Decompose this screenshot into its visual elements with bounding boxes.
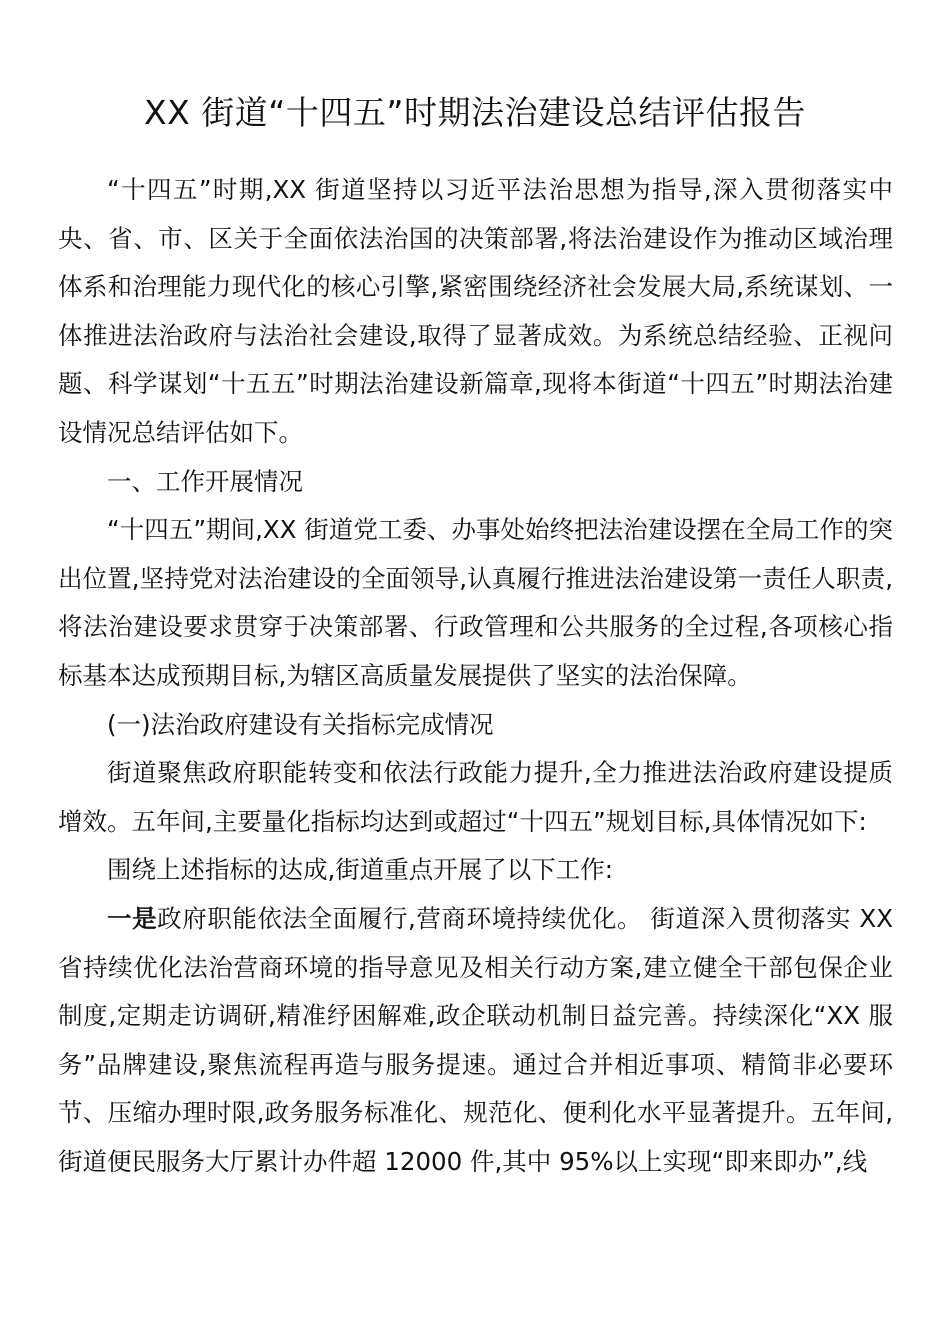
intro-paragraph: “十四五”时期,XX 街道坚持以习近平法治思想为指导,深入贯彻落实中央、省、市、区关于全面依法治国的决策部署,将法治建设作为推动区域治理体系和治理能力现代化的核心引擎,紧密围绕经济社会发展大局,系统谋划、一体推进法治政府与法治社会建设,取得了显著成效。为系统总结经验、正视问题、科学谋划“十五五”时期法治建设新篇章,现将本街道“十四五”时期法治建设情况总结评估如下。 <box>58 175 893 447</box>
indicators-paragraph: 街道聚焦政府职能转变和依法行政能力提升,全力推进法治政府建设提质增效。五年间,主要量化指标均达到或超过“十四五”规划目标,具体情况如下: <box>58 758 893 836</box>
item-one-text: 政府职能依法全面履行,营商环境持续优化。 街道深入贯彻落实 XX 省持续优化法治营商环境的指导意见及相关行动方案,建立健全干部包保企业制度,定期走访调研,精准纾困解难,政企联动机制日益完善。持续深化“XX 服务”品牌建设,聚焦流程再造与服务提速。通过合并相近事项、精简非必要环节、压缩办理时限,政务服务标准化、规范化、便利化水平显著提升。五年间,街道便民服务大厅累计办件超 12000 件,其中 95%以上实现“即来即办”,线 <box>58 903 894 1176</box>
work-status-paragraph: “十四五”期间,XX 街道党工委、办事处始终把法治建设摆在全局工作的突出位置,坚持党对法治建设的全面领导,认真履行推进法治建设第一责任人职责,将法治建设要求贯穿于决策部署、行政管理和公共服务的全过程,各项核心指标基本达成预期目标,为辖区高质量发展提供了坚实的法治保障。 <box>58 515 893 690</box>
measures-intro-paragraph: 围绕上述指标的达成,街道重点开展了以下工作: <box>107 855 614 885</box>
item-one-paragraph <box>58 895 893 1187</box>
document-body <box>58 166 893 1186</box>
subsection-heading-indicators: (一)法治政府建设有关指标完成情况 <box>107 709 494 739</box>
document-title: XX 街道“十四五”时期法治建设总结评估报告 <box>144 93 806 133</box>
item-one-lead: 一是 <box>107 903 158 933</box>
section-heading-work-status: 一、工作开展情况 <box>107 466 303 496</box>
